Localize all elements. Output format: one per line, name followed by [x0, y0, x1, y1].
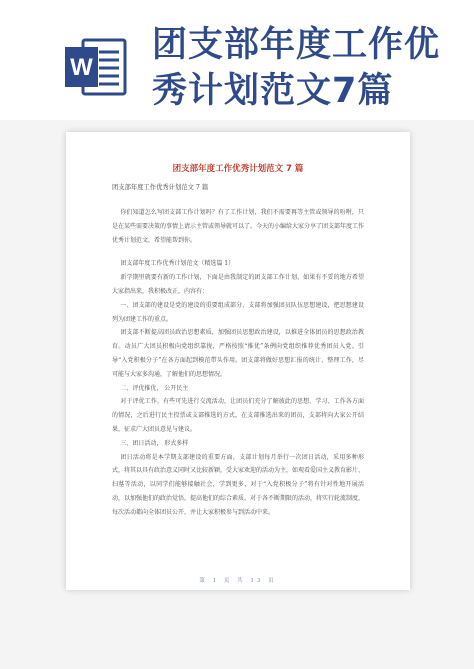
body-paragraph: 一、团支部的建设是党的建设的重要组成部分，支部将加强团员队伍思想建设，把思想建设列为团建工作的重点。 — [112, 301, 364, 323]
word-document-icon — [65, 38, 127, 96]
body-paragraph: 团日活动将是本学期支部建设的重要方面，支部计划每月举行一次团日活动，采用多种形式，将其以具有政治意义同时又比较新颖，受大家欢迎的活动为主，如观看爱国主义教育影片、扫墓等活动，以同学们能够接触社会，学到更多，对于“入党积极分子”将有针对性地开展活动，以加强他们的政治觉悟，提高他们的综合素质。对于各不断期限的活动，将实行轮流制度，每次活动都向全体团员公开，并让大家积极参与到活动中来。 — [112, 453, 365, 516]
intro-paragraph: 你们知道怎么写团支部工作计划吗？有了工作计划，我们不需要再等主管或领导的吩咐，只是在某些需要决策的事情上请示主管或领导就可以了。今天的小编给大家分享了团支部年度工作优秀计划范文，希望能帮到你。 — [112, 209, 365, 244]
page-content — [112, 163, 364, 520]
section-heading: 三、团日活动， 形式多样 — [120, 439, 189, 447]
section-heading: 二、评优推优， 公开民主 — [120, 384, 189, 392]
banner-title — [152, 22, 462, 114]
section-heading: 团支部年度工作优秀计划范文（精选篇 1） — [120, 260, 235, 268]
banner-title-line-2: 秀计划范文7篇 — [152, 71, 394, 111]
banner — [0, 0, 474, 120]
body-paragraph: 新学期里就要有新的工作计划，下面是由我制定的团支部工作计划，如果有不妥的地方希望大家指出来，我积极改正，内容有： — [112, 274, 364, 295]
document-title: 团支部年度工作优秀计划范文 7 篇 — [172, 164, 304, 174]
word-icon-letter: W — [70, 54, 93, 81]
document-page — [66, 132, 410, 590]
body-paragraph: 团支部不断提高团员政治思想素质，加强团员思想政治建设，以推进全体团员的思想政治教育。动员广大团员积极向党组织靠拢，严格按照“推优”条例向党组织推荐优秀团员入党。引导“入党积极分子”在各方面起到模范带头作用。团支部将做好思想汇报的统计、整理工作，尽可能与大家多沟通，了解他们的思想情况。 — [112, 329, 364, 378]
page-number: 第 1 页 共 13 页 — [199, 578, 277, 584]
body-paragraph: 对于评优工作，有些可先进行交流活动，让团员们充分了解彼此的思想、学习、工作各方面的情况，之后进行民主投票或支部推选的方式，在支部推选出来的团员，支部将向大家公开结果，征求广大团员意见与建议。 — [112, 398, 364, 433]
banner-title-line-1: 团支部年度工作优 — [152, 25, 441, 65]
document-subtitle: 团支部年度工作优秀计划范文 7 篇 — [112, 184, 209, 191]
